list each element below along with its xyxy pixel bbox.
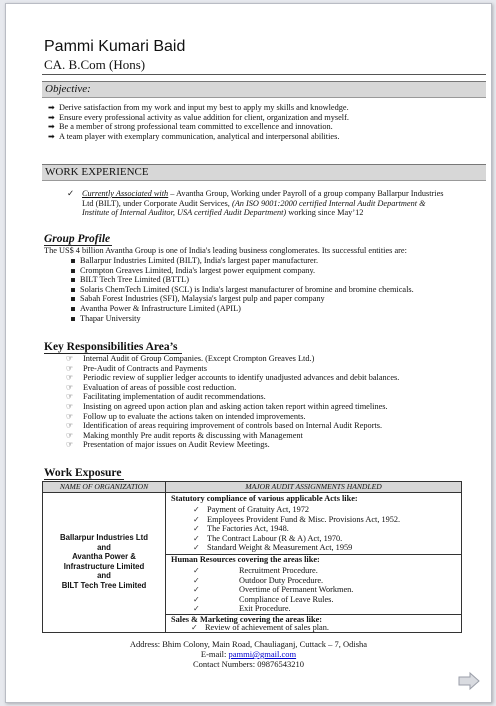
exposure-table-header: [43, 482, 461, 493]
contact-line: Contact Numbers: 09876543210: [193, 659, 304, 669]
column-divider: [165, 482, 166, 632]
header-rule: [42, 74, 486, 75]
check-icon: ✓: [193, 505, 200, 514]
check-icon: ✓: [193, 566, 200, 575]
column-header-organization: NAME OF ORGANIZATION: [59, 482, 149, 491]
arrow-bullet-icon: ➡: [48, 131, 55, 141]
email-link[interactable]: pammi@gmail.com: [228, 649, 297, 659]
check-icon: ✓: [193, 533, 200, 543]
square-bullet-icon: [71, 259, 75, 263]
arrow-bullet-icon: ➡: [48, 112, 55, 122]
experience-entry: ✓ Currently Associated with – Avantha Group, Working under Payroll of a group company Ballarpur Industries Ltd (BILT), under Corporate Audit Services, (An ISO 9001:2000 certified Internal Audit Department & Institute of Internal Auditor, USA certified Audit Department) working since May’12: [67, 189, 444, 218]
objective-list: [48, 103, 349, 141]
hr-list: [193, 566, 354, 614]
pointing-hand-icon: ☞: [66, 421, 74, 431]
square-bullet-icon: [71, 307, 75, 311]
list-item: Thapar University: [80, 314, 414, 324]
pointing-hand-icon: ☞: [66, 363, 74, 373]
check-icon: ✓: [193, 594, 200, 604]
arrow-bullet-icon: ➡: [48, 103, 55, 112]
list-item: ☞ Making monthly Pre audit reports & discussing with Management: [66, 430, 303, 440]
list-item: ☞ Insisting on agreed upon action plan and asking action taken report within agreed timelines.: [66, 401, 388, 411]
list-item: Avantha Power & Infrastructure Limited (APIL): [80, 304, 414, 314]
column-header-assignments: MAJOR AUDIT ASSIGNMENTS HANDLED: [245, 482, 382, 491]
list-item: ☞ Presentation of major issues on Audit Review Meetings.: [66, 440, 270, 450]
pointing-hand-icon: ☞: [66, 440, 74, 450]
check-icon: ✓: [193, 604, 200, 614]
list-item: ☞ Facilitating implementation of audit recommendations.: [66, 392, 266, 402]
square-bullet-icon: [71, 297, 75, 301]
check-icon: ✓: [193, 575, 200, 585]
list-item: ☞ Pre-Audit of Contracts and Payments: [66, 363, 207, 373]
check-icon: ✓: [193, 543, 200, 553]
pointing-hand-icon: ☞: [66, 354, 74, 363]
list-item: ☞ Evaluation of areas of possible cost reduction.: [66, 382, 237, 392]
list-item: ☞ Identification of areas requiring improvement of controls based on Internal Audit Reports.: [66, 421, 383, 431]
pointing-hand-icon: ☞: [66, 411, 74, 421]
list-item: ✓ Recruitment Procedure.: [193, 566, 318, 575]
list-item: ➡ Ensure every professional activity as value addition for client, organization and myself.: [48, 112, 349, 122]
exposure-table: [42, 481, 462, 633]
candidate-degree: CA. B.Com (Hons): [44, 57, 146, 72]
list-item: ✓ Employees Provident Fund & Misc. Provisions Act, 1952.: [193, 514, 401, 524]
square-bullet-icon: [71, 288, 75, 292]
check-icon: ✓: [193, 585, 200, 595]
list-item: Sabah Forest Industries (SFI), Malaysia's largest pulp and paper company: [80, 294, 414, 304]
list-item: ✓ Exit Procedure.: [193, 604, 291, 614]
exposure-title: Work Exposure: [44, 467, 122, 479]
square-bullet-icon: [71, 278, 75, 282]
responsibilities-list: [66, 354, 400, 450]
group-profile-title: Group Profile: [44, 233, 111, 245]
list-item: ✓ Outdoor Duty Procedure.: [193, 575, 324, 585]
statutory-title: Statutory compliance of various applicable Acts like:: [171, 494, 358, 503]
email-line: E-mail: pammi@gmail.com: [200, 649, 297, 659]
experience-heading-bar: [42, 164, 486, 181]
pointing-hand-icon: ☞: [66, 430, 74, 440]
objective-title: Objective:: [45, 83, 91, 95]
sales-list: [191, 623, 329, 633]
arrow-bullet-icon: ➡: [48, 122, 55, 132]
list-item: ☞ Internal Audit of Group Companies. (Except Crompton Greaves Ltd.): [66, 354, 315, 363]
list-item: ➡ A team player with exemplary communication, analytical and interpersonal abilities.: [48, 131, 340, 141]
list-item: ✓ The Contract Labour (R & A) Act, 1970.: [193, 533, 343, 543]
exposure-underline: [44, 479, 124, 480]
list-item: ✓ Compliance of Leave Rules.: [193, 594, 334, 604]
list-item: Ballarpur Industries Limited (BILT), India's largest paper manufacturer.: [80, 256, 414, 266]
objective-heading-bar: [42, 81, 486, 98]
list-item: ✓ The Factories Act, 1948.: [193, 524, 289, 534]
list-item: Crompton Greaves Limited, India's largest power equipment company.: [80, 266, 414, 276]
next-page-arrow-icon[interactable]: [456, 670, 482, 692]
responsibilities-title: Key Responsibilities Area’s: [44, 341, 178, 353]
check-icon: ✓: [193, 524, 200, 534]
check-icon: ✓: [191, 623, 198, 632]
pointing-hand-icon: ☞: [66, 382, 74, 392]
hr-title: Human Resources covering the areas like:: [171, 555, 320, 564]
candidate-name: Pammi Kumari Baid: [44, 38, 186, 55]
sales-title: Sales & Marketing covering the areas like:: [171, 615, 323, 624]
pointing-hand-icon: ☞: [66, 401, 74, 411]
group-entities-list: [80, 256, 414, 323]
check-icon: ✓: [67, 189, 74, 198]
statutory-list: [193, 505, 401, 553]
list-item: ✓ Payment of Gratuity Act, 1972: [193, 505, 310, 514]
list-item: BILT Tech Tree Limited (BTTL): [80, 275, 414, 285]
list-item: ✓ Standard Weight & Measurement Act, 1959: [193, 543, 353, 553]
square-bullet-icon: [71, 317, 75, 321]
list-item: ☞ Follow up to evaluate the actions taken on intended improvements.: [66, 411, 306, 421]
currently-associated-label: Currently Associated with: [82, 189, 169, 198]
list-item: Solaris ChemTech Limited (SCL) is India's largest manufacturer of bromine and bromine chemicals.: [80, 285, 414, 295]
check-icon: ✓: [193, 514, 200, 524]
list-item: ➡ Derive satisfaction from my work and input my best to apply my skills and knowledge.: [48, 103, 349, 112]
experience-title: WORK EXPERIENCE: [45, 166, 149, 178]
pointing-hand-icon: ☞: [66, 373, 74, 383]
square-bullet-icon: [71, 269, 75, 273]
organization-cell: Ballarpur Industries Ltd and Avantha Power & Infrastructure Limited and BILT Tech Tree Limited: [60, 533, 148, 590]
address-line: Address: Bhim Colony, Main Road, Chauliaganj, Cuttack – 7, Odisha: [129, 639, 368, 649]
list-item: ✓ Overtime of Permanent Workmen.: [193, 585, 354, 595]
resume-page: [5, 3, 492, 703]
list-item: ☞ Periodic review of supplier ledger accounts to identify unadjusted advances and debit balances.: [66, 373, 400, 383]
pointing-hand-icon: ☞: [66, 392, 74, 402]
group-profile-intro: The US$ 4 billion Avantha Group is one of India's leading business conglomerates. Its successful entities are:: [44, 246, 407, 255]
list-item: ➡ Be a member of strong professional team committed to excellence and innovation.: [48, 122, 333, 132]
list-item: ✓ Review of achievement of sales plan.: [191, 623, 329, 632]
